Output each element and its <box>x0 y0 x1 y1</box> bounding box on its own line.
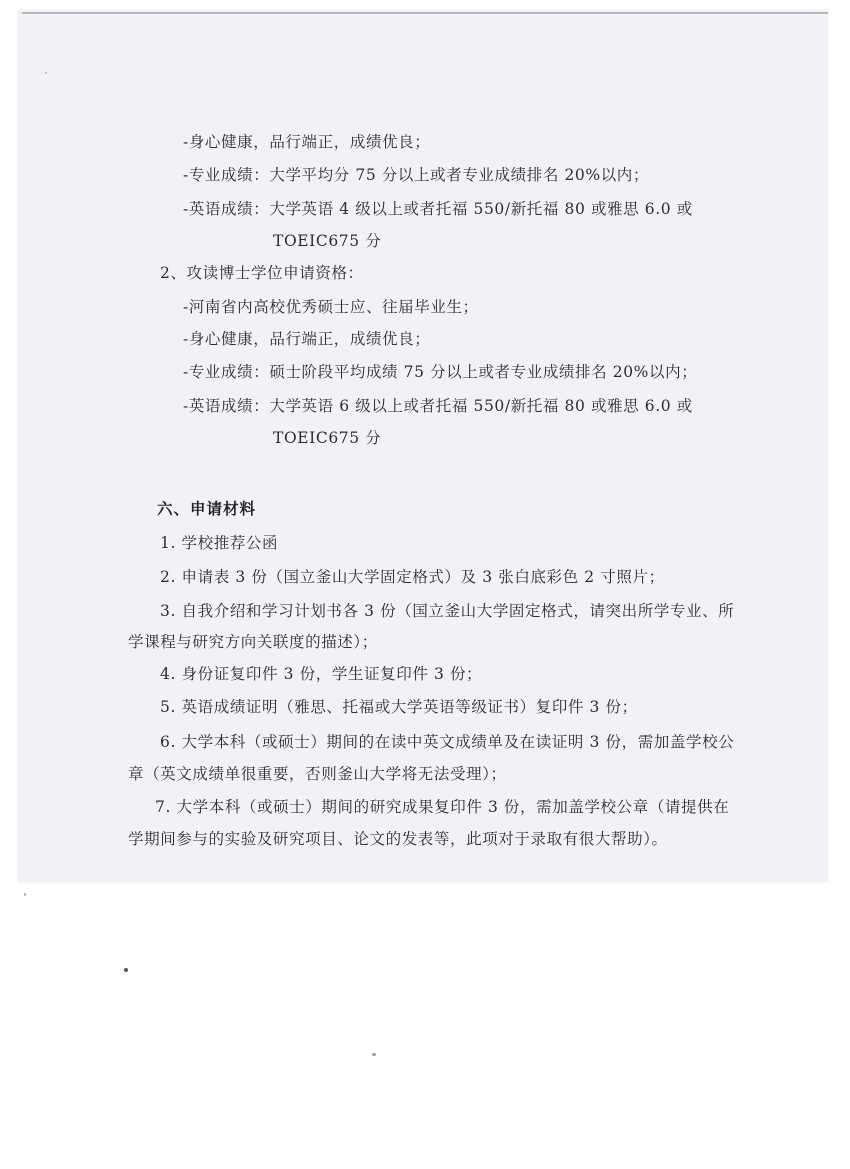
phd-req-english-line: -英语成绩：大学英语 6 级以上或者托福 550/新托福 80 或雅思 6.0 或 <box>183 397 693 415</box>
req-health-line: -身心健康，品行端正，成绩优良； <box>183 133 431 151</box>
material-item-7: 7. 大学本科（或硕士）期间的研究成果复印件 3 份，需加盖学校公章（请提供在 <box>155 798 730 816</box>
scan-edge-line <box>22 12 828 14</box>
req-english-line: -英语成绩：大学英语 4 级以上或者托福 550/新托福 80 或雅思 6.0 或 <box>183 200 693 218</box>
material-item-2: 2. 申请表 3 份（国立釜山大学固定格式）及 3 张白底彩色 2 寸照片； <box>160 568 665 586</box>
phd-req-toeic-line: TOEIC675 分 <box>273 429 382 447</box>
scan-speck <box>372 1053 376 1056</box>
material-item-4: 4. 身份证复印件 3 份，学生证复印件 3 份； <box>160 665 483 683</box>
material-item-6-cont: 章（英文成绩单很重要，否则釜山大学将无法受理）； <box>128 765 507 783</box>
material-item-3-cont: 学课程与研究方向关联度的描述）； <box>128 633 378 651</box>
material-item-3: 3. 自我介绍和学习计划书各 3 份（国立釜山大学固定格式，请突出所学专业、所 <box>160 602 735 620</box>
req-toeic-line: TOEIC675 分 <box>273 232 382 250</box>
scan-speck <box>24 893 26 896</box>
material-item-5: 5. 英语成绩证明（雅思、托福或大学英语等级证书）复印件 3 份； <box>160 698 638 716</box>
section-title-materials: 六、申请材料 <box>157 500 257 518</box>
material-item-6: 6. 大学本科（或硕士）期间的在读中英文成绩单及在读证明 3 份，需加盖学校公 <box>160 733 735 751</box>
material-item-7-cont: 学期间参与的实验及研究项目、论文的发表等，此项对于录取有很大帮助）。 <box>128 830 668 848</box>
phd-req-graduate-line: -河南省内高校优秀硕士应、往届毕业生； <box>183 298 479 316</box>
scan-speck <box>124 968 128 972</box>
scan-speck <box>45 72 47 74</box>
material-item-1: 1. 学校推荐公函 <box>160 534 279 552</box>
phd-req-major-score-line: -专业成绩：硕士阶段平均成绩 75 分以上或者专业成绩排名 20%以内； <box>183 363 698 381</box>
req-major-score-line: -专业成绩：大学平均分 75 分以上或者专业成绩排名 20%以内； <box>183 166 649 184</box>
phd-requirements-heading: 2、攻读博士学位申请资格： <box>160 264 364 282</box>
phd-req-health-line: -身心健康，品行端正，成绩优良； <box>183 330 431 348</box>
